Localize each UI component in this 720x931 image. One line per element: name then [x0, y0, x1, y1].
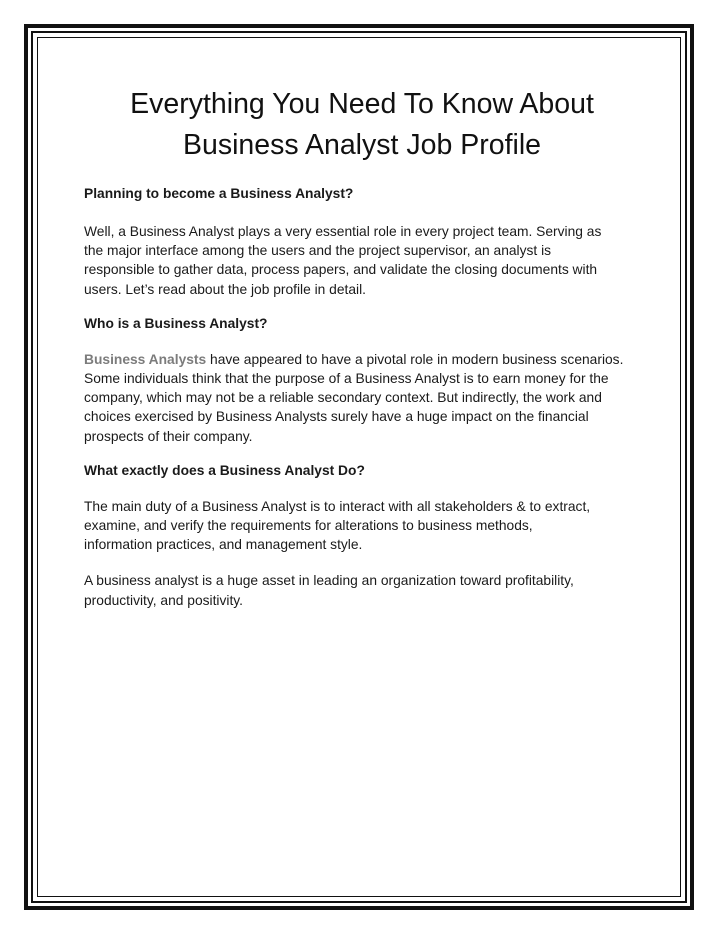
title-line-2: Business Analyst Job Profile [182, 129, 542, 161]
paragraph-who-text: have appeared to have a pivotal role in modern business scenarios. Some individuals think that the purpose of a Business Analyst is to earn money for the company, which may not be a reliable secondary context. But indirectly, the work and choices exercised by Business Analysts surely have a huge impact on the financial prospects of their company. [84, 351, 624, 444]
section-heading-what: What exactly does a Business Analyst Do? [84, 462, 365, 478]
title-line-1: Everything You Need To Know About [130, 88, 594, 120]
paragraph-asset: A business analyst is a huge asset in leading an organization toward profitability, productivity, and positivity. [84, 573, 574, 608]
document-title [84, 84, 640, 166]
section-heading-who: Who is a Business Analyst? [84, 315, 268, 331]
paragraph-who [84, 350, 640, 446]
document-body [84, 84, 644, 610]
section-heading-planning: Planning to become a Business Analyst? [84, 186, 354, 201]
paragraph-duty: The main duty of a Business Analyst is to interact with all stakeholders & to extract, examine, and verify the requirements for alterations to business methods, information practices, and management style. [84, 498, 591, 553]
business-analysts-link[interactable]: Business Analysts [84, 351, 207, 367]
paragraph-intro: Well, a Business Analyst plays a very essential role in every project team. Serving as the major interface among the users and the project supervisor, an analyst is responsible to gather data, process papers, and validate the closing documents with users. Let’s read about the job profile in detail. [84, 224, 602, 297]
